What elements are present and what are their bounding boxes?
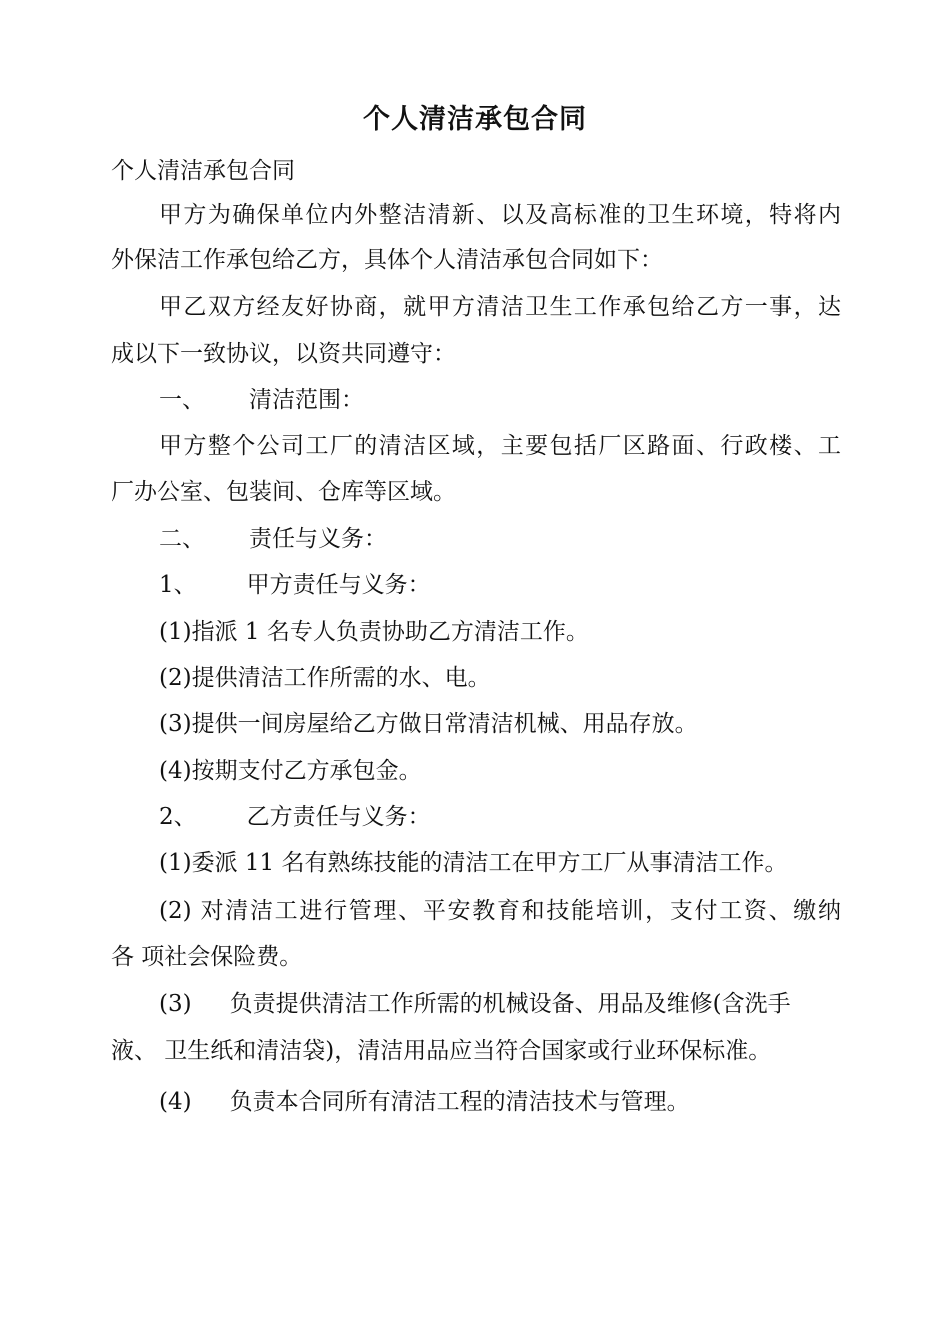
paragraph-line: 外保洁工作承包给乙方，具体个人清洁承包合同如下：: [111, 247, 663, 273]
section-heading-2: [159, 524, 841, 554]
paragraph-line: 厂办公室、包装间、仓库等区域。: [111, 479, 456, 505]
list-number: (3): [159, 991, 192, 1017]
list-item: (2) 对清洁工进行管理、平安教育和技能培训，支付工资、缴纳: [159, 898, 841, 924]
paragraph-line: 各 项社会保险费。: [111, 944, 303, 970]
paragraph-line: 甲方为确保单位内外整洁清新、以及高标准的卫生环境，特将内: [159, 202, 841, 228]
list-number: (4): [159, 1089, 192, 1115]
document-title: 个人清洁承包合同: [363, 104, 587, 135]
list-item: (3)提供一间房屋给乙方做日常清洁机械、用品存放。: [159, 711, 698, 737]
subsection-heading-2: [159, 802, 841, 832]
subtitle-line: 个人清洁承包合同: [111, 158, 295, 184]
section-number: 一、: [159, 387, 205, 413]
list-item: (1)指派 1 名专人负责协助乙方清洁工作。: [159, 619, 589, 645]
subsection-heading-1: [159, 570, 841, 600]
list-item: [159, 989, 841, 1019]
paragraph-line: 甲方整个公司工厂的清洁区域，主要包括厂区路面、行政楼、工: [159, 433, 841, 459]
subsection-number: 2、: [159, 804, 197, 830]
subsection-title: 甲方责任与义务：: [246, 572, 431, 598]
section-heading-1: [159, 385, 841, 415]
subsection-number: 1、: [159, 572, 197, 598]
section-number: 二、: [159, 526, 205, 552]
paragraph-line: 成以下一致协议，以资共同遵守：: [111, 341, 456, 367]
paragraph-line: 甲乙双方经友好协商，就甲方清洁卫生工作承包给乙方一事，达: [159, 294, 841, 320]
list-item: (4)按期支付乙方承包金。: [159, 758, 422, 784]
list-item: (1)委派 11 名有熟练技能的清洁工在甲方工厂从事清洁工作。: [159, 850, 788, 876]
list-text: 负责本合同所有清洁工程的清洁技术与管理。: [229, 1089, 690, 1115]
section-title: 清洁范围：: [249, 387, 364, 413]
list-item: [159, 1087, 841, 1117]
paragraph-line: 液、 卫生纸和清洁袋)，清洁用品应当符合国家或行业环保标准。: [111, 1038, 772, 1064]
subsection-title: 乙方责任与义务：: [246, 804, 431, 830]
section-title: 责任与义务：: [249, 526, 387, 552]
list-item: (2)提供清洁工作所需的水、电。: [159, 665, 491, 691]
list-text: 负责提供清洁工作所需的机械设备、用品及维修(含洗手: [229, 991, 791, 1017]
